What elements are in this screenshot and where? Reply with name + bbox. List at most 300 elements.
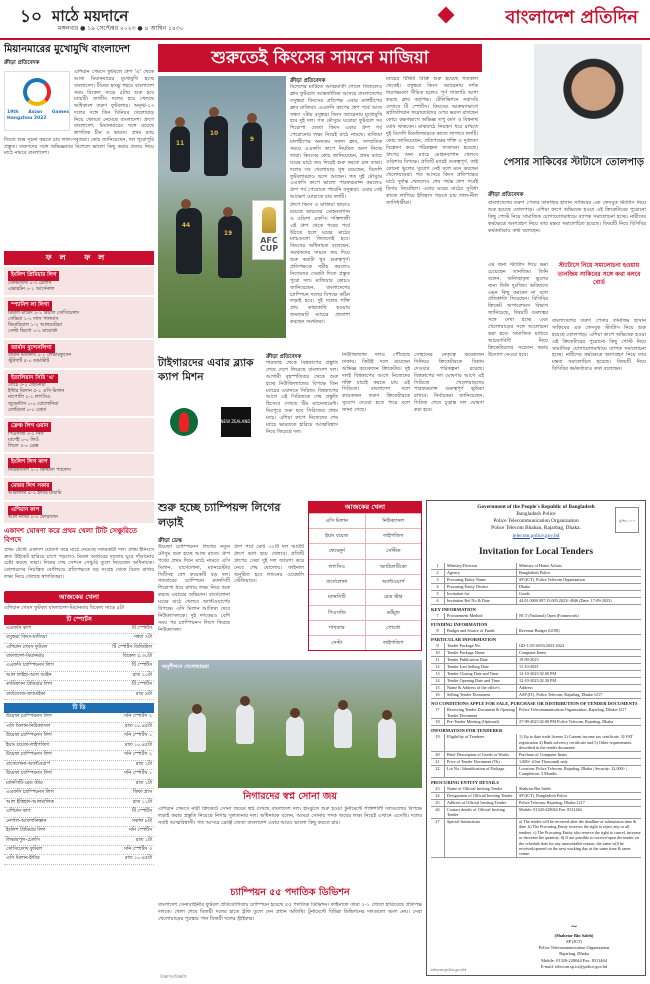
tv-channel: টি স্পোর্টস — [131, 809, 152, 815]
row-value: 12-10-2023 02.30 PM — [519, 678, 557, 684]
tender-section-title: PROCURING ENTITY DETAILS — [431, 779, 499, 785]
player-figure: 9 — [242, 122, 262, 168]
tv-section-title: টি স্পোর্টস — [4, 615, 154, 625]
tv-event: সোসিয়েদাদ ফুটবল — [6, 847, 43, 852]
tv-section-title: টি ডি — [4, 703, 154, 713]
second-article: প্রথম টেস্টে একাদশ ঘোষণা করে মাঠে নেমেছে সফরকারী দল। প্রথম ইনিংসে দ্রুত উইকেট হারিয়ে চাপে পড়লেও মিডল অর্ডারের দৃঢ়তায় ঘুরে দাঁড়ানোর চেষ্টা করছে তারা। দিনের শেষ সেশনে সেঞ্চুরি তুলে নিয়েছেন অধিনায়ক। বোলারদের নিয়ন্ত্রিত বোলিংয়ে প্রতিপক্ষকে বড় সংগ্রহ থেকে বিরত রাখার লক্ষ্য নিয়ে খেলছে স্বাগতিকরা। — [4, 546, 154, 580]
row-number: 21 — [431, 759, 445, 765]
signature-line: Police Telecommunication Organization — [538, 945, 610, 951]
row-value: NCT (National) Open (Framework) — [519, 612, 579, 618]
fixture-row — [309, 605, 421, 620]
tv-channel: টি স্পোর্টস — [131, 625, 152, 631]
away-team: নিউক্যাসল — [382, 517, 405, 524]
row-value: 11-10-2023 — [519, 664, 539, 670]
row-value: Bangladesh Police — [519, 569, 551, 575]
tender-row — [431, 793, 641, 800]
row-value: SP (ICT), Police Telecom Organization — [519, 576, 585, 582]
newspaper-logo: বাংলাদেশ প্রতিদিন — [505, 7, 638, 28]
tv-channel: সনি স্পোর্টস — [128, 828, 152, 834]
row-value: ASP (IT), Police Telecom, Rajarbag, Dhaka-1217 — [519, 692, 603, 698]
gov-line: Government of the People's Republic of Bangladesh — [477, 504, 595, 510]
signature-name: (Shahriar Bin Saleh) — [554, 933, 594, 938]
tv-event: এশিয়ান গেমস ফুটবল — [6, 644, 48, 650]
tv-row — [4, 742, 154, 751]
player-figure: 44 — [176, 208, 202, 274]
tv-channel: রাত ১০.৪৫টা — [124, 742, 152, 748]
blackcap-byline: ক্রীড়া প্রতিবেদক — [266, 354, 302, 360]
asian-games-caption: 19th Asian Games Hangzhou 2022 — [7, 110, 69, 122]
blackcap-col-2: নিউজিল্যান্ড দলও পৌঁছেছে ঢাকায়। কিউই দলে রয়েছেন অভিজ্ঞ কয়েকজন ক্রিকেটার। দুই দলই বিশ্বকাপের আগে নিজেদের শক্তি যাচাই করতে চায় এই সিরিজে। বাংলাদেশ দলে কয়েকজন তরুণ ক্রিকেটারকে সুযোগ দেওয়া হতে পারে বলে জানা গেছে। — [342, 352, 410, 414]
row-number: 25 — [431, 800, 445, 806]
tv-row — [4, 751, 154, 760]
fixture-row — [309, 574, 421, 589]
row-label: Invitation Ref No & Date — [445, 598, 517, 604]
signature-line: Rajarbag, Dhaka — [559, 951, 589, 957]
row-number: 27 — [431, 819, 445, 857]
row-number: 20 — [431, 752, 445, 758]
row-number: 14 — [431, 678, 445, 684]
row-number: 3 — [431, 577, 445, 583]
result-block — [4, 297, 154, 337]
tender-row — [431, 807, 641, 819]
away-team: রেড স্টার — [383, 594, 403, 601]
photo-caption: অনুশীলনে খেলোয়াড়রা — [162, 664, 209, 670]
tv-event: উয়েফা চ্যাম্পিয়নস লিগ — [6, 733, 52, 739]
tv-channel: টি স্পোর্টস — [131, 663, 152, 669]
tv-row — [4, 732, 154, 741]
tv-row — [4, 713, 154, 722]
tv-channel: রাত ১০টা — [132, 672, 152, 678]
tv-event: আল ফাইহা-আল আইন — [6, 672, 52, 678]
tender-row — [431, 671, 641, 678]
champions-byline: ক্রীড়া ডেস্ক — [158, 538, 182, 544]
tender-title: Invitation for Local Tenders — [478, 546, 594, 557]
trophy-icon — [262, 207, 276, 233]
asian-games-logo — [4, 71, 70, 131]
away-team: সেল্টিক — [386, 548, 401, 555]
row-value: Shahriar Bin Saleh — [519, 785, 551, 791]
tv-row — [4, 799, 154, 808]
row-label: Special Instructions — [445, 819, 517, 857]
tender-row — [431, 598, 641, 605]
blackcap-col-1: শারজাহ থেকে বিশ্বকাপের প্রস্তুতি শেষে দেশে ফিরেছে বাংলাদেশ দল। আগামী বৃহস্পতিবার থেকে শুরু হচ্ছে নিউজিল্যান্ডের বিপক্ষে তিন ম্যাচের ওয়ানডে সিরিজ। বিশ্বকাপের আগে এই সিরিজকে শেষ প্রস্তুতি হিসেবে দেখছে টিম ম্যানেজমেন্ট। মিরপুরে শুরু হবে সিরিজের প্রথম ম্যাচ। এশিয়া কাপে নিজেদের শেষ ম্যাচে ভারতকে হারিয়ে আত্মবিশ্বাস নিয়ে ফিরেছে দল। — [266, 360, 338, 435]
tv-channel: রাত ১টা — [135, 837, 152, 843]
row-value: GD-1/25/10/03/2023-2024 — [519, 643, 564, 649]
section-title: মাঠে ময়দানে — [52, 7, 129, 25]
tender-row — [431, 570, 641, 577]
result-league-title: এশিয়ান কাপ — [8, 506, 42, 515]
result-league-title: ইংলিশ প্রিমিয়ার লিগ — [8, 271, 59, 280]
tv-schedule — [4, 615, 154, 865]
row-number: 11 — [431, 657, 445, 663]
signature-line: Mobile: 01320-228044 Fax: 8311464 — [541, 957, 607, 963]
champions-col-1: উয়েফা চ্যাম্পিয়নস লিগের নতুন মৌসুম শুরু হচ্ছে আজ রাতে। গ্রুপ পর্বের প্রথম দিনে মাঠে নামবে এসি মিলান, বার্সেলোনা, ম্যানচেস্টার সিটিসহ বেশ কয়েকটি বড় দল। গতবারের চ্যাম্পিয়ন ম্যানসিটি শিরোপা ধরে রাখার লক্ষ্য নিয়ে শুরু করছে এবারের অভিযান। বার্সেলোনা ঘরের মাঠে খেলবে অ্যান্টওয়ার্পের বিপক্ষে। এসি মিলান আতিথ্য দেবে নিউক্যাসলকে। দুই দশকেরও বেশি সময় পর চ্যাম্পিয়নস লিগে ফিরছে নিউক্যাসল। — [158, 544, 230, 633]
tender-row — [431, 759, 641, 766]
left-headline: মিয়ানমারের মুখোমুখি বাংলাদেশ — [4, 44, 130, 55]
pesar-byline: ক্রীড়া প্রতিবেদক — [488, 192, 524, 198]
result-block — [4, 454, 154, 476]
row-label: Procuring Entity District — [445, 584, 517, 590]
tender-government-header — [431, 504, 641, 540]
result-line: এভারটন ০-১ আর্সেনাল — [8, 287, 55, 293]
fixtures-table — [308, 501, 422, 651]
row-label: Lot No / Identification of Package — [445, 766, 517, 777]
team-logos — [158, 400, 262, 454]
row-value: SP (ICT), Bangladesh Police — [519, 792, 568, 798]
fixture-row — [309, 513, 421, 528]
gov-line: Bangladesh Police — [516, 511, 556, 518]
row-label: Contact details of Official Inviting Tender — [445, 807, 517, 818]
tv-event: বাংলাদেশ-মিয়ানমার — [6, 654, 44, 659]
row-value: Mobile: 01320-228044 Fax: 8311464 — [519, 806, 582, 812]
result-block — [4, 267, 154, 295]
row-label: Procurement Method — [445, 613, 517, 619]
row-label: Tender Closing Date and Time — [445, 671, 517, 677]
row-number: 4 — [431, 584, 445, 590]
results-list — [4, 267, 154, 523]
player-figure — [334, 708, 352, 748]
tv-row — [4, 672, 154, 681]
tender-row — [431, 692, 641, 699]
player-figure: 10 — [204, 116, 228, 176]
row-value: Address — [519, 685, 533, 691]
mujib-logo: মুজিব ১০০ — [615, 507, 639, 533]
result-line: আটলান্টা ৫-২ ইন্টার মায়ামি — [8, 491, 62, 497]
tv-event: এএফসি চ্যাম্পিয়নস লিগ — [6, 790, 54, 796]
row-label: Address of Official Inviting Tender — [445, 800, 517, 806]
row-number: 18 — [431, 719, 445, 725]
away-team: অ্যাটলেটিকো — [379, 563, 407, 570]
tender-row — [431, 628, 641, 635]
fixture-row — [309, 543, 421, 558]
row-value: Computer Items — [519, 650, 547, 656]
row-label: Tender Last Selling Date — [445, 664, 517, 670]
result-line: সেল্টা ভিগো ০-১ মায়োর্কা — [8, 329, 58, 335]
tv-row — [4, 653, 154, 662]
tv-channel: সনি স্পোর্টস ২ — [123, 752, 152, 758]
tv-channel: রাত ১টা — [135, 761, 152, 767]
row-number: 22 — [431, 766, 445, 777]
row-value: Police Telecom, Rajarbag, Dhaka-1217 — [519, 799, 585, 805]
tender-link[interactable]: telecom.police.gov.bd — [431, 967, 467, 972]
tv-channel: সকাল ৮টা — [131, 818, 152, 824]
row-label: Price of Tender Document (Tk) — [445, 759, 517, 765]
row-label: Tender Publication Date — [445, 657, 517, 663]
result-block — [4, 340, 154, 368]
row-value: Revenue Budget (GOB) — [519, 627, 560, 633]
tv-event: উয়েফা চ্যাম্পিয়নস লিগ — [6, 714, 52, 720]
afc-cup-label: AFC CUP — [259, 236, 279, 253]
tv-row — [4, 780, 154, 789]
row-value: Police Telecommunication Organization, Rajarbag, Dhaka-1217 — [519, 707, 627, 713]
result-line: ইন্টার মিলান ৫-১ এসি মিলান — [8, 389, 65, 395]
tender-section-title: PARTICULAR INFORMATION — [431, 636, 497, 642]
away-team: অ্যান্টওয়ার্প — [381, 578, 405, 585]
result-block — [4, 502, 154, 524]
row-value: Purchase of Computer Items — [519, 751, 567, 757]
row-value: 1) Up to date trade license 2) Current income tax certificate, 3) VAT registration 4) Bank solvency certificate and 5) Other requirements described in the tender document. — [519, 734, 633, 751]
tv-row — [4, 644, 154, 653]
tv-event: কার্ডিফ্যান প্রিমিয়ার লিগ — [6, 682, 52, 688]
pesar-body: বাংলাদেশের তরুণ পেসার তানজিম হাসান সাকিবের এক ফেসবুক স্ট্যাটাস নিয়ে শুরু হয়েছে তোলপাড়। এশিয়া কাপে অভিষেক হওয়া এই ক্রিকেটারের পুরোনো কিছু পোস্ট নিয়ে সামাজিক যোগাযোগমাধ্যমে ব্যাপক সমালোচনা হচ্ছে। নারীদের কর্মক্ষেত্রে অংশগ্রহণ নিয়ে তার মন্তব্য সমালোচিত হয়েছে। বিষয়টি নিয়ে বিসিবির কর্মকর্তারাও কথা বলেছেন। — [488, 200, 646, 234]
pesar-body-3: বাংলাদেশের তরুণ পেসার তানজিম হাসান সাকিবের এক ফেসবুক স্ট্যাটাস নিয়ে শুরু হয়েছে তোলপাড়। এশিয়া কাপে অভিষেক হওয়া এই ক্রিকেটারের পুরোনো কিছু পোস্ট নিয়ে সামাজিক যোগাযোগমাধ্যমে ব্যাপক সমালোচনা হচ্ছে। নারীদের কর্মক্ষেত্রে অংশগ্রহণ নিয়ে তার মন্তব্য সমালোচিত হয়েছে। বিষয়টি নিয়ে বিসিবির কর্মকর্তারাও কথা বলেছেন। — [552, 318, 646, 373]
bcb-logo-icon — [170, 408, 198, 436]
tv-row — [4, 723, 154, 732]
division-headline: চ্যাম্পিয়ন ৫৫ পদাতিক ডিভিশন — [230, 887, 350, 898]
tender-row — [431, 584, 641, 591]
result-line: আল নাসর ২-০ ফোরজান — [8, 515, 58, 521]
tender-row — [431, 766, 641, 778]
fixture-row — [309, 589, 421, 604]
nigar-body: এশিয়ান গেমসে নারী ক্রিকেটে সোনা জয়ের স্বপ্ন দেখছে বাংলাদেশ দল। হাংঝুতে শুরু হওয়া টুর্নামেন্টে শক্তিশালী দলগুলোর বিপক্ষে লড়াই করার প্রস্তুতি নিয়েছে নিগার সুলতানার দল। অধিনায়ক বলেন, আমরা সোনার পদক জয়ের লক্ষ্য নিয়েই এখানে এসেছি। দলের সবাই আত্মবিশ্বাসী। গত আসরে ব্রোঞ্জ জেতা বাংলাদেশ এবার আরও ভালো কিছু করতে চায়। — [158, 806, 422, 826]
left-article — [4, 69, 154, 247]
row-number: 9 — [431, 643, 445, 649]
result-line: জুভেন্টাস ০-০ বোলোনিয়া — [8, 401, 59, 407]
row-label: Ministry/Division — [445, 563, 517, 569]
result-line: রিয়াল মাদ্রিদ ২-১ রিয়াল সোসিয়েদাদ — [8, 310, 80, 316]
row-value: Goods — [519, 590, 530, 596]
division-body: বাংলাদেশ সেনাবাহিনীর ফুটবল প্রতিযোগিতায় চ্যাম্পিয়ন হয়েছে ৫৫ পদাতিক ডিভিশন। ফাইনালে তারা ২-১ গোলে হারিয়েছে প্রতিপক্ষ দলকে। খেলা শেষে বিজয়ী দলের হাতে ট্রফি তুলে দেন প্রধান অতিথি। টুর্নামেন্টে বিভিন্ন ডিভিশনের দলগুলো অংশ নেয়। সেরা খেলোয়াড়ের পুরস্কার পান বিজয়ী দলের স্ট্রাইকার। — [158, 902, 422, 922]
result-line: লিলে ৩-০ ব্রেস্ত — [8, 444, 39, 450]
row-label: Procuring Entity Name — [445, 577, 517, 583]
tender-section-title: NO CONDITIONS APPLY FOR SALE, PURCHASE OR DISTRIBUTION OF TENDER DOCUMENTS — [431, 701, 638, 707]
row-number: 15 — [431, 685, 445, 691]
row-label: Pre-Tender Meeting (Optional) — [445, 719, 517, 725]
tender-row — [431, 563, 641, 570]
result-league-title: জার্মান বুন্দেসলিগা — [8, 344, 55, 353]
fixture-row — [309, 559, 421, 574]
row-number: 26 — [431, 807, 445, 818]
home-team: সেল্টা — [309, 636, 366, 650]
tv-row — [4, 855, 154, 864]
tender-section-title: FUNDING INFORMATION — [431, 621, 488, 627]
player-figure: 19 — [218, 216, 242, 278]
tv-row — [4, 846, 154, 855]
row-label: Eligibility of Tenderer — [445, 734, 517, 750]
result-block — [4, 370, 154, 417]
tender-row — [431, 685, 641, 692]
tv-channel: সনি স্পোর্টস ৩ — [123, 847, 152, 852]
left-byline: ক্রীড়া প্রতিবেদক — [4, 60, 40, 66]
tv-event: এশিয়ান কাপ — [6, 809, 31, 815]
tender-signature — [519, 921, 629, 970]
left-article-body: এশিয়ান গেমসে ফুটবলে গ্রুপ 'এ' থেকে আজ মিয়ানমারের মুখোমুখি হচ্ছে বাংলাদেশ। চীনের হাংঝু শহরে বাংলাদেশ সময় বিকেল সাড়ে ৫টায় শুরু হবে ম্যাচটি। জাতীয় দলের হয়ে খেলছে অধিকাংশ তরুণ ফুটবলার। অনূর্ধ্ব-২৩ দলের সঙ্গে তিন সিনিয়র খেলোয়াড় নিয়ে খেলতে নেমেছে বাংলাদেশ। গ্রুপে বাংলাদেশ, মিয়ানমারের সঙ্গে রয়েছে স্বাগতিক চীন ও ভারত। প্রথম ম্যাচ জিতে শুভ সূচনা করতে চায় লাল-সবুজরা। কোচ জানিয়েছেন, দল পুরোপুরি প্রস্তুত। তরুণদের সঙ্গে অভিজ্ঞতার মিশেলে ভালো কিছু করার প্রত্যয় নিয়ে মাঠে নামবে বাংলাদেশ। — [4, 69, 154, 157]
row-label: Tender Opening Date and Time — [445, 678, 517, 684]
row-number: 13 — [431, 671, 445, 677]
result-league-title: ইতালিয়ান সিরি 'এ' — [8, 374, 58, 383]
page-footer: বিজ্ঞাপন/বিজ্ঞপ্তি — [160, 974, 187, 979]
signature-line: SP (ICT) — [566, 939, 582, 945]
main-col-1b: গ্রুপে কিংস ও মাজিয়া ছাড়াও রয়েছে ভারতের মোহনবাগান ও ওড়িশা এফসি। শক্তিশালী এই গ্রুপ থেকে পরের পর্বে উঠতে হলে ঘরের মাঠের ম্যাচগুলো জিততেই হবে। কিংসের অধিনায়ক বলেছেন, সমর্থকদের সামনে জয় দিয়ে শুরু করাটা খুব গুরুত্বপূর্ণ। প্রতিপক্ষকে সমীহ করলেও নিজেদের সেরাটা দিতে প্রস্তুত পুরো দল। মাজিয়ার কোচও জানিয়েছেন, বাংলাদেশের চ্যাম্পিয়ন দলের বিপক্ষে কঠিন লড়াই হবে। দুই দলের শক্তি প্রায় কাছাকাছি হওয়ায় জমজমাট ম্যাচের প্রত্যাশা করছেন সমর্থকরা। — [290, 202, 350, 326]
tv-channel: রাত ৪টা — [135, 691, 152, 697]
tv-row — [4, 827, 154, 836]
tv-event: উয়েফা চ্যাম্পিয়নস লিগ — [6, 752, 52, 758]
tender-section-title: INFORMATION FOR TENDERER — [431, 728, 503, 734]
tv-channel: সনি স্পোর্টস ১ — [123, 771, 152, 777]
row-number: 10 — [431, 650, 445, 656]
away-team: লাইপজিগ — [383, 533, 404, 540]
result-line: নাপোলি ২-১ লাৎসিও — [8, 395, 51, 401]
logo-mark-icon — [438, 7, 455, 24]
tv-row — [4, 691, 154, 700]
tender-row — [431, 657, 641, 664]
tender-row — [431, 707, 641, 719]
player-figure — [236, 704, 254, 744]
main-byline: ক্রীড়া প্রতিবেদক — [290, 78, 326, 84]
tender-row — [431, 664, 641, 671]
tv-channel: রাত ১১টা — [132, 799, 152, 805]
row-number: 6 — [431, 598, 445, 604]
pesar-pull-quote: স্ট্যাটাসে নিয়ে সমালোচনা হওয়ায় তানজিম সাকিবের সঙ্গে কথা বলবে বোর্ড — [557, 262, 641, 287]
result-line: নিউক্যাসল ২-১ ক্রিস্টাল প্যালেস — [8, 467, 71, 473]
result-block — [4, 418, 154, 452]
player-figure — [188, 712, 206, 752]
tv-channel: ফিফা প্লাস — [132, 790, 152, 796]
champions-headline: শুরু হচ্ছে চ্যাম্পিয়ন্স লিগের লড়াই — [158, 501, 281, 530]
row-label: Selling Tender Document — [445, 692, 517, 698]
tender-row — [431, 591, 641, 598]
row-value: 1,000/- (One Thousand) only — [519, 758, 568, 764]
row-value: Ministry of Home Affairs — [519, 562, 562, 568]
tv-event: ম্যানসিটি-রেড স্টার — [6, 780, 43, 786]
row-label: Name of Official Inviting Tender — [445, 786, 517, 792]
tv-row — [4, 625, 154, 634]
row-number: 12 — [431, 664, 445, 670]
tender-row — [431, 577, 641, 584]
tv-channel: বিকেল ৫.৩০টা — [122, 654, 152, 659]
row-number: 16 — [431, 692, 445, 698]
result-line: সেভিয়া ১-১ লাস পালমাস — [8, 316, 59, 322]
home-team: শাখতার — [309, 621, 366, 635]
tender-row — [431, 734, 641, 751]
tender-table — [431, 563, 641, 858]
tv-event: এএফসি চ্যাম্পিয়নস লিগ — [6, 663, 54, 669]
away-team: লাইপজিগ — [383, 640, 404, 647]
asian-games-ring-icon — [23, 78, 51, 106]
result-line: স্টুটগার্ট ৫-০ ডার্মস্টাট — [8, 359, 50, 365]
result-line: তোরিনো ০-০ রোমা — [8, 407, 47, 413]
tv-event: আল ইত্তিহাদ-আলমালিক — [6, 799, 54, 805]
row-value: 19-09-2023 — [519, 657, 539, 663]
row-number: 7 — [431, 613, 445, 619]
signature-line: E-mail: telecom.sp.ict@police.gov.bd — [540, 963, 608, 969]
tender-row — [431, 613, 641, 620]
page-header — [0, 0, 650, 40]
afc-cup-logo — [252, 200, 284, 260]
tv-intro: এশিয়ান গেমস ফুটবল বাংলাদেশ-মিয়ানমার বিকেল সাড়ে ৫টা — [4, 604, 125, 611]
row-label: Name & Address of the office's — [445, 685, 517, 691]
main-col-2: ম্যাচের টিকিট বিক্রি শুরু হয়েছে গতকাল থেকেই। বসুন্ধরা কিংস অ্যারেনায় দর্শক ধারণক্ষমতা সীমিত হলেও পূর্ণ গ্যালারি আশা করছে ক্লাব কর্তৃপক্ষ। টেলিভিশনে সরাসরি দেখাবে টি স্পোর্টস। কিংসের আক্রমণভাগে ব্রাজিলিয়ান ফরোয়ার্ডদের ওপর ভরসা রাখছেন কোচ। রক্ষণভাগে অভিজ্ঞ তপু বর্মণ ও বিশ্বনাথ ঘোষ থাকবেন। মাঝমাঠে নিয়ন্ত্রণ ধরে রাখতে দুই বিদেশি মিডফিল্ডারকে কাজে লাগাবে দলটি। কোচ জানিয়েছেন, প্রতিপক্ষের শক্তি ও দুর্বলতা বিশ্লেষণ করে পরিকল্পনা সাজানো হয়েছে। গ্রুপের অন্য ম্যাচে মোহনবাগান খেলবে ওড়িশার বিপক্ষে। প্রতিটি ম্যাচই গুরুত্বপূর্ণ, তাই কোনো ভুলের সুযোগ নেই বলে মনে করছেন খেলোয়াড়রা। গত আসরে কিংস প্রতিপক্ষের মাঠে দুর্দান্ত খেললেও শেষ পর্যন্ত গ্রুপ পর্বেই বিদায় নিয়েছিল। এবার ঘরের মাঠের সুবিধা কাজে লাগিয়ে ইতিহাস গড়তে চায় লাল-নীল জার্সিধারীরা। — [386, 76, 478, 207]
tv-channel: সনি স্পোর্টস ২ — [123, 714, 152, 720]
tv-channel: টি স্পোর্টস ডিজিটাল — [112, 644, 152, 650]
tv-channel: টি স্পোর্টস — [131, 682, 152, 688]
home-team: পিএসজি — [309, 606, 366, 620]
issue-date: মঙ্গলবার ● ১৯ সেপ্টেম্বর ২০২৩ ● ৪ আশ্বিন ১৪৩০ — [58, 25, 184, 32]
result-league-title: মেজর লিগ সকার — [8, 482, 52, 491]
result-league-title: ফ্রেঞ্চ লিগ ওয়ান — [8, 422, 51, 431]
tender-row — [431, 650, 641, 657]
row-value: a) The tender will be received after the deadline of submission time & date. b) The Procuring Entity reserves the right to reject any or all tenders. c) The Procuring Entity also reserve the right to cancel, increase or decrease the quantity. d) If not possible to receive/open the tender on the schedule date for any unavoidable reason, the same will be received/opened on the next working day at the same time & same venue. — [519, 818, 641, 857]
signature-mark: ~ — [570, 922, 578, 932]
tv-row — [4, 808, 154, 817]
gov-line[interactable]: telecom.police.gov.bd — [512, 532, 560, 539]
result-block — [4, 478, 154, 500]
second-headline: একাদশ ঘোষণা করে প্রথম খেলা টিটি সেঞ্চুরিতে বিপদে — [4, 527, 138, 544]
row-number: 23 — [431, 786, 445, 792]
tv-event: ইয়াং বয়েজ-লাইপজিগ — [6, 742, 50, 748]
left-column — [4, 44, 154, 980]
row-label: Budget and Source of Funds — [445, 628, 517, 634]
blackcap-headline: টাইগারদের এবার ব্ল্যাক ক্যাপ মিশন — [158, 357, 254, 384]
champions-col-2: গ্রুপ পর্বে মোট ৩২টি দল আটটি গ্রুপে ভাগ হয়ে খেলবে। প্রতিটি গ্রুপের সেরা দুই দল জায়গা করে নেবে শেষ ষোলোয়। ফাইনাল অনুষ্ঠিত হবে লন্ডনের ওয়েম্বলি স্টেডিয়ামে। — [234, 544, 304, 585]
player-figure — [286, 716, 304, 756]
tv-channel: সনি স্পোর্টস ১ — [123, 733, 152, 739]
result-line: বোর্নমাউথ ০-৩ চেলসি — [8, 280, 52, 286]
row-number: 8 — [431, 628, 445, 634]
nzc-logo: NEW ZEALAND CRICKET — [221, 407, 251, 437]
tv-channel: রাত ১টা — [135, 780, 152, 786]
row-value: Dhaka — [519, 583, 530, 589]
tender-row — [431, 719, 641, 726]
result-league-title: ইংলিশ লিগ কাপ — [8, 458, 50, 467]
tender-row — [431, 643, 641, 650]
row-value: Location: Police Telecom, Rajarbag, Dhaka | Security: 22,000/- | Completion: 3 Months — [519, 765, 628, 777]
away-team: পোর্তো — [386, 624, 401, 631]
home-team: এসি মিলান — [309, 514, 366, 528]
tv-row — [4, 662, 154, 671]
training-photo — [158, 660, 422, 788]
tender-notice — [426, 500, 646, 976]
row-label: Designation of Official Inviting Tender — [445, 793, 517, 799]
row-number: 19 — [431, 734, 445, 750]
pesar-headline: পেসার সাকিবের স্টাটাসে তোলপাড় — [503, 157, 644, 168]
tv-row — [4, 761, 154, 770]
home-team: ম্যানসিটি — [309, 590, 366, 604]
pesar-body-2: এর জন্য স্ট্যাটাস দিয়ে ক্ষমা চেয়েছেন তানজিম। তিনি বলেন, অনিচ্ছাকৃত ভুলের জন্য তিনি দুঃখিত। ভবিষ্যতে এমন কিছু করবেন না বলে প্রতিশ্রুতি দিয়েছেন। বিসিবির ক্রিকেট অপারেশনস বিভাগ জানিয়েছে, বিষয়টি গুরুত্বের সঙ্গে দেখা হচ্ছে এবং খেলোয়াড়ের সঙ্গে আলোচনা করা হবে। সামাজিক মাধ্যমে আচরণবিধি নিয়ে ক্রিকেটারদের সচেতন করার উদ্যোগ নেওয়া হবে। — [488, 262, 548, 358]
tv-event: বার্সেলোনা-অ্যান্টওয়ার্প — [6, 761, 50, 767]
gov-line: Police Telecom Bhaban, Rajarbag, Dhaka. — [491, 525, 581, 532]
row-number: 5 — [431, 591, 445, 597]
home-team: ইয়াং বয়েজ — [309, 529, 366, 543]
result-line: বায়ার্ন মিউনিখ ২-১ লেভারকুসেন — [8, 353, 72, 359]
row-number: 2 — [431, 570, 445, 576]
row-number: 1 — [431, 563, 445, 569]
fixtures-table-title: আজকের খেলা — [309, 502, 421, 513]
row-number: 24 — [431, 793, 445, 799]
tv-row — [4, 634, 154, 643]
row-label: Invitation for — [445, 591, 517, 597]
row-value: 12-10-2023 02.00 PM — [519, 671, 557, 677]
tv-channel: সন্ধ্যা ৭টা — [133, 635, 152, 641]
home-team: লাৎসিও — [309, 560, 366, 574]
tv-event: বার্বাডোজ-জ্যামাইকা — [6, 691, 46, 697]
tender-row — [431, 752, 641, 759]
tv-channel: রাত ১০.৪৫টা — [124, 856, 152, 862]
row-label: Receiving Tender Document & Opening Tender Document — [445, 707, 517, 718]
tv-row — [4, 789, 154, 798]
player-figure: 11 — [170, 126, 190, 172]
row-label: Tender Package No. — [445, 643, 517, 649]
tv-event: এএফসি কাপ — [6, 625, 31, 631]
row-label: Tender Package Name — [445, 650, 517, 656]
tv-event: বসুন্ধরা কিংস-মাজিয়া — [6, 635, 47, 641]
nigar-headline: নিগারদের স্বপ্ন সোনা জয় — [243, 791, 337, 802]
home-team: বার্সেলোনা — [309, 575, 366, 589]
fixture-row — [309, 528, 421, 543]
tv-row — [4, 818, 154, 827]
tv-row — [4, 681, 154, 690]
tv-event: লিভারপুল-চেলসি — [6, 837, 40, 843]
